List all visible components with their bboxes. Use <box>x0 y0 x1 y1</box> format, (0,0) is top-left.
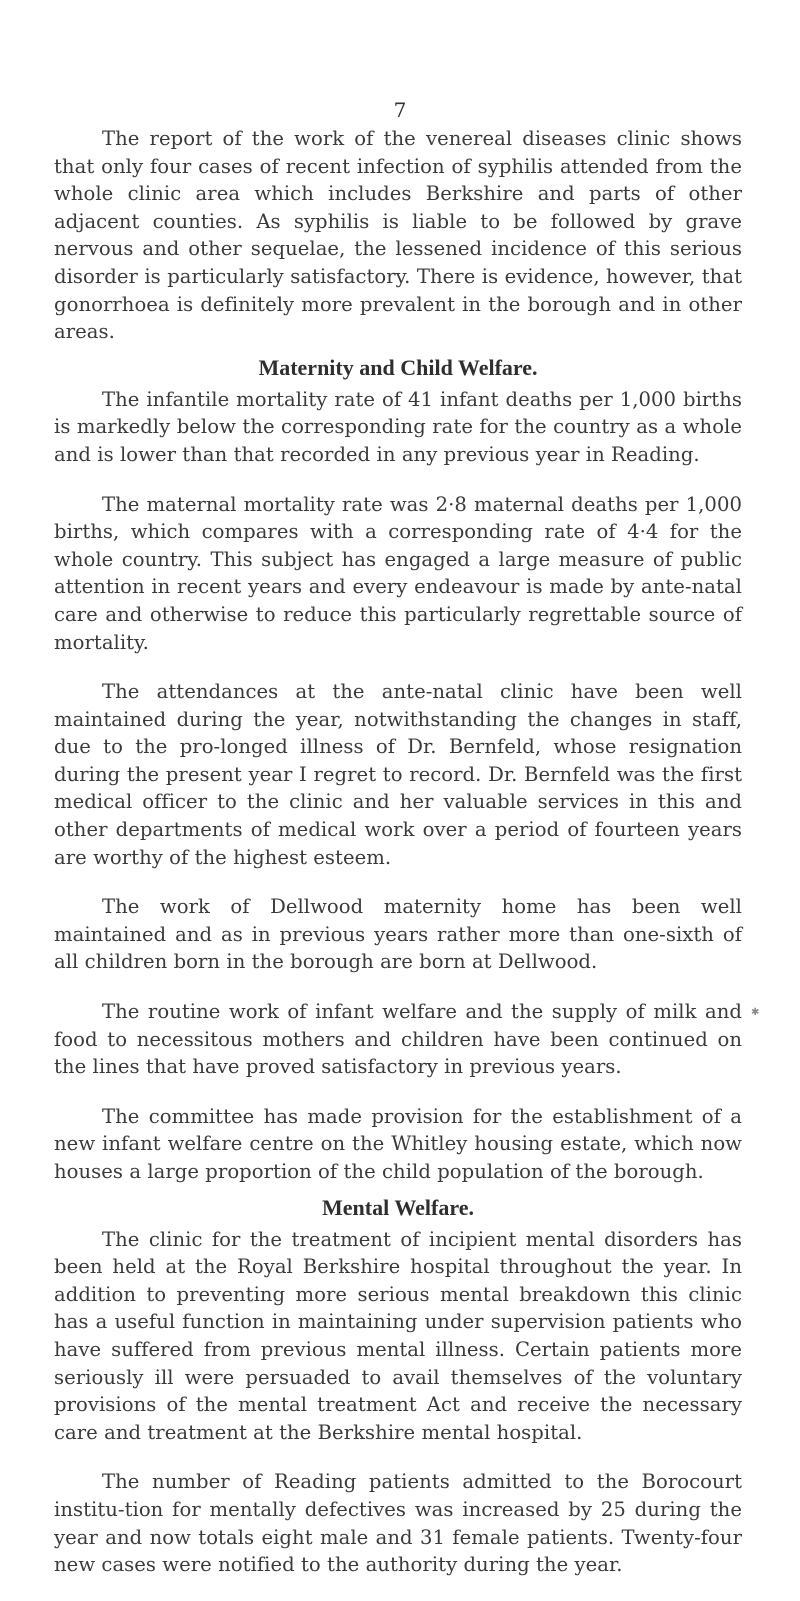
paragraph-whitley-centre: The committee has made provision for the establishment of a new infant welfare centre on the Whitley housing estate, which now houses a large proportion of the child population of the borough. <box>54 1104 742 1183</box>
paragraph-dellwood-home: The work of Dellwood maternity home has been well maintained and as in previous years rather more than one-sixth of all children born in the borough are born at Dellwood. <box>54 895 742 974</box>
paragraph-infant-welfare: The routine work of infant welfare and the supply of milk and food to necessitous mothers and children have been continued on the lines that have proved satisfactory in previous years. <box>54 1000 742 1079</box>
page-number: 7 <box>393 98 407 122</box>
paragraph-infantile-mortality: The infantile mortality rate of 41 infant deaths per 1,000 births is markedly below the corresponding rate for the country as a whole and is lower than that recorded in any previous year in Reading. <box>54 387 742 466</box>
paragraph-maternal-mortality: The maternal mortality rate was 2·8 maternal deaths per 1,000 births, which compares with a corresponding rate of 4·4 for the whole country. This subject has engaged a large measure of public attention in recent years and every endeavour is made by ante-natal care and otherwise to reduce this particularly regrettable source of mortality. <box>54 492 742 654</box>
paragraph-borocourt: The number of Reading patients admitted to the Borocourt institu-tion for mentally defectives was increased by 25 during the year and now totals eight male and 31 female patients. Twenty-four new cases were notified to the authority during the year. <box>54 1470 742 1577</box>
margin-speck-mark: ✱ <box>751 1007 760 1018</box>
paragraph-venereal-diseases: The report of the work of the venereal diseases clinic shows that only four cases of recent infection of syphilis attended from the whole clinic area which includes Berkshire and parts of other adjacent counties. As syphilis is liable to be followed by grave nervous and other sequelae, the lessened incidence of this serious disorder is particularly satisfactory. There is evidence, however, that gonorrhoea is definitely more prevalent in the borough and in other areas. <box>54 127 742 344</box>
paragraph-ante-natal-clinic: The attendances at the ante-natal clinic have been well maintained during the year, notwithstanding the changes in staff, due to the pro-longed illness of Dr. Bernfeld, whose resignation during the present year I regret to record. Dr. Bernfeld was the first medical officer to the clinic and her valuable services in this and other departments of medical work over a period of fourteen years are worthy of the highest esteem. <box>54 680 742 869</box>
paragraph-mental-clinic: The clinic for the treatment of incipient mental disorders has been held at the Royal Berkshire hospital throughout the year. In addition to preventing more serious mental breakdown this clinic has a useful function in maintaining under supervision patients who have suffered from previous mental illness. Certain patients more seriously ill were persuaded to avail themselves of the voluntary provisions of the mental treatment Act and receive the necessary care and treatment at the Berkshire mental hospital. <box>54 1227 742 1444</box>
heading-mental-welfare: Mental Welfare. <box>322 1194 474 1220</box>
heading-maternity-child-welfare: Maternity and Child Welfare. <box>258 354 538 380</box>
page-content <box>54 125 742 1601</box>
